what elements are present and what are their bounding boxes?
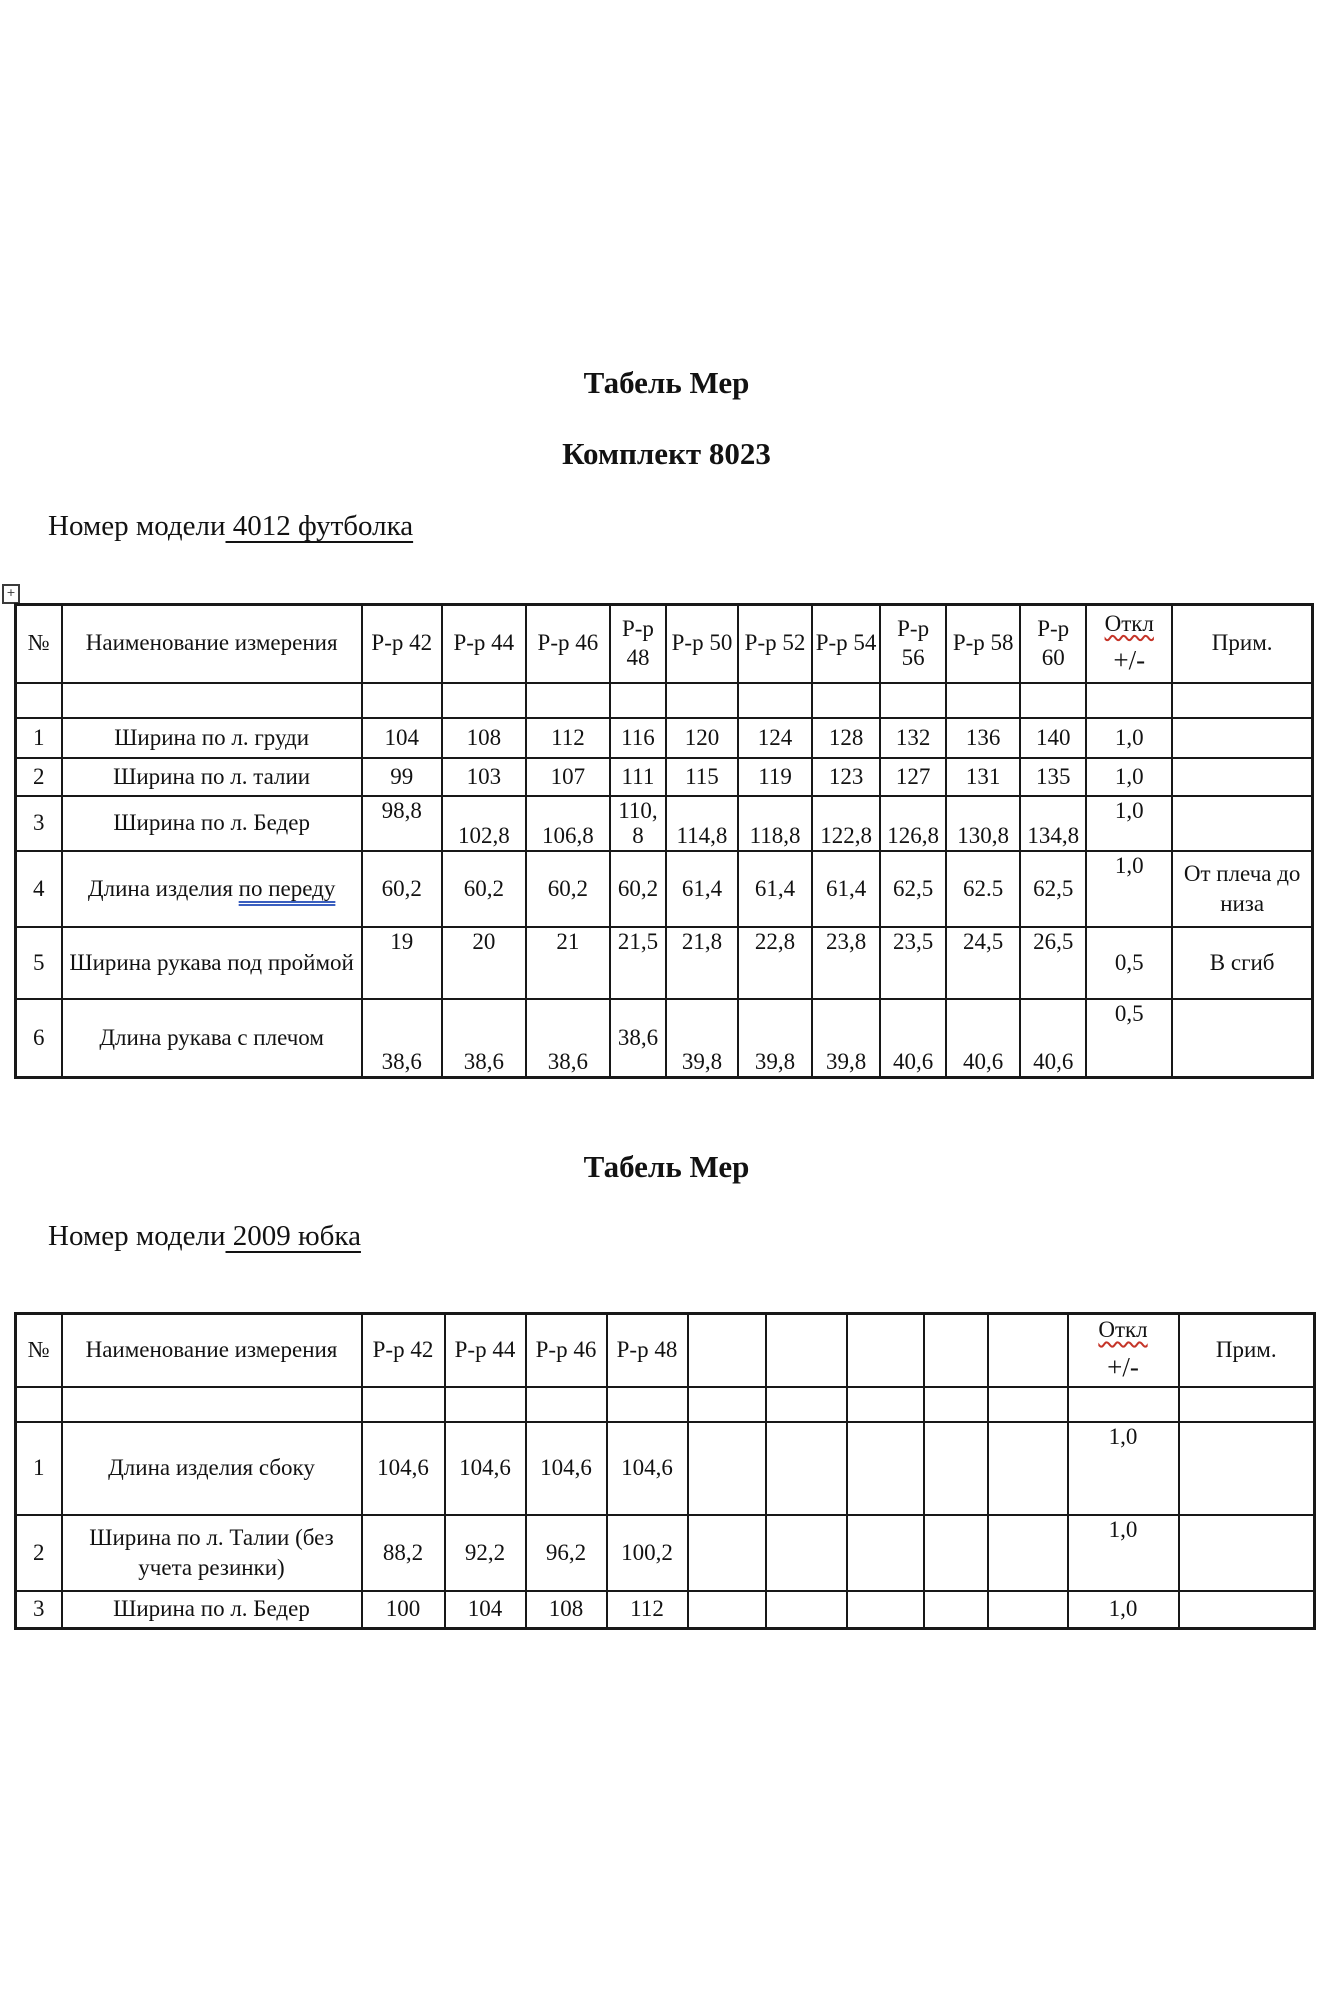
column-header-otkl [1068,1314,1179,1387]
empty-cell [924,1422,988,1515]
measurement-value: 127 [880,758,946,796]
empty-cell [610,683,666,718]
size-column-header: Р-р 42 [362,605,442,683]
note-cell [1172,758,1312,796]
empty-cell [362,683,442,718]
tolerance-value: 0,5 [1086,927,1172,999]
column-header-otkl [1086,605,1172,683]
empty-cell [988,1591,1068,1629]
size-column-header: Р-р 56 [880,605,946,683]
tolerance-value: 1,0 [1086,718,1172,758]
tolerance-value: 1,0 [1086,758,1172,796]
empty-cell [847,1387,924,1422]
measurement-name: Ширина по л. талии [62,758,362,796]
tolerance-value: 0,5 [1086,999,1172,1077]
row-number: 4 [16,851,62,927]
size-column-header: Р-р 48 [610,605,666,683]
empty-cell [847,1515,924,1591]
measurement-value: 98,8 [362,796,442,852]
empty-cell [1020,683,1086,718]
measurement-value: 60,2 [610,851,666,927]
measurement-value: 23,8 [812,927,880,999]
measurement-value: 104,6 [607,1422,688,1515]
measurement-name: Ширина по л. Бедер [62,796,362,852]
model-number-1: 4012 футболка [225,510,414,542]
row-number: 2 [16,1515,62,1591]
measurement-value: 119 [738,758,812,796]
size-column-header: Р-р 48 [607,1314,688,1387]
tolerance-value: 1,0 [1086,796,1172,852]
empty-cell [607,1387,688,1422]
measurement-value: 60,2 [362,851,442,927]
measurement-value: 40,6 [1020,999,1086,1077]
measurement-value: 118,8 [738,796,812,852]
grammar-marked-text: по переду [238,876,336,902]
empty-cell [880,683,946,718]
note-cell [1172,796,1312,852]
measurement-value: 61,4 [738,851,812,927]
measurement-value: 26,5 [1020,927,1086,999]
table-row [16,1591,1315,1629]
tolerance-value: 1,0 [1086,851,1172,927]
measurement-value: 62,5 [880,851,946,927]
empty-cell [924,1515,988,1591]
size-column-header: Р-р 46 [526,605,610,683]
model-line-2 [48,1220,361,1253]
measurement-name-text: Длина изделия [87,876,239,902]
tolerance-value: 1,0 [1068,1591,1179,1629]
table-row [16,796,1313,852]
otkl-label: Откл [1104,610,1154,636]
note-cell [1172,999,1312,1077]
measurement-value: 96,2 [526,1515,607,1591]
measurement-table-2 [14,1312,1316,1630]
page-title-2: Табель Мер [583,1149,750,1184]
tolerance-value: 1,0 [1068,1515,1179,1591]
measurement-value: 130,8 [946,796,1020,852]
measurement-value: 38,6 [442,999,526,1077]
empty-cell [688,1422,766,1515]
measurement-value: 21 [526,927,610,999]
column-header-name: Наименование измерения [62,1314,362,1387]
empty-cell [688,1591,766,1629]
table-row [16,851,1313,927]
model-label: Номер модели [48,1220,226,1252]
measurement-value: 112 [526,718,610,758]
empty-cell [766,1591,847,1629]
measurement-value: 126,8 [880,796,946,852]
empty-cell [1068,1387,1179,1422]
size-column-header: Р-р 52 [738,605,812,683]
measurement-value: 112 [607,1591,688,1629]
table2-header-row [16,1314,1315,1387]
measurement-value: 132 [880,718,946,758]
empty-column-header [924,1314,988,1387]
measurement-name: Ширина по л. груди [62,718,362,758]
measurement-value: 128 [812,718,880,758]
measurement-value: 39,8 [738,999,812,1077]
empty-cell [1179,1387,1315,1422]
measurement-name: Длина изделия сбоку [62,1422,362,1515]
measurement-value: 107 [526,758,610,796]
empty-column-header [688,1314,766,1387]
measurement-value: 104,6 [362,1422,445,1515]
row-number: 1 [16,718,62,758]
measurement-value: 23,5 [880,927,946,999]
empty-cell [442,683,526,718]
empty-cell [666,683,738,718]
empty-cell [924,1591,988,1629]
size-column-header: Р-р 42 [362,1314,445,1387]
empty-column-header [847,1314,924,1387]
measurement-name: Ширина по л. Бедер [62,1591,362,1629]
measurement-value: 115 [666,758,738,796]
measurement-value: 100,2 [607,1515,688,1591]
empty-cell [526,1387,607,1422]
measurement-value: 38,6 [610,999,666,1077]
tolerance-value: 1,0 [1068,1422,1179,1515]
empty-cell [16,1387,62,1422]
empty-cell [526,683,610,718]
spacer-row [16,683,1313,718]
row-number: 3 [16,796,62,852]
table-row [16,718,1313,758]
row-number: 1 [16,1422,62,1515]
measurement-value: 103 [442,758,526,796]
column-header-name: Наименование измерения [62,605,362,683]
note-cell: В сгиб [1172,927,1312,999]
measurement-value: 21,5 [610,927,666,999]
empty-cell [847,1591,924,1629]
measurement-value: 104,6 [526,1422,607,1515]
measurement-value: 40,6 [880,999,946,1077]
measurement-value: 99 [362,758,442,796]
table-move-handle-icon[interactable]: + [2,584,20,604]
measurement-value: 116 [610,718,666,758]
empty-column-header [988,1314,1068,1387]
measurement-value: 92,2 [445,1515,526,1591]
measurement-name: Длина рукава с плечом [62,999,362,1077]
empty-cell [62,683,362,718]
measurement-value: 88,2 [362,1515,445,1591]
empty-cell [924,1387,988,1422]
measurement-value: 20 [442,927,526,999]
table-row [16,999,1313,1077]
column-header-note: Прим. [1179,1314,1315,1387]
measurement-value: 136 [946,718,1020,758]
table-row [16,927,1313,999]
note-cell [1172,718,1312,758]
measurement-value: 22,8 [738,927,812,999]
empty-cell [16,683,62,718]
page-title: Табель Мер [583,365,750,400]
measurement-value: 122,8 [812,796,880,852]
column-header-num: № [16,1314,62,1387]
model-label: Номер модели [48,510,226,542]
measurement-value: 124 [738,718,812,758]
otkl-sub-label: +/- [1113,645,1146,676]
measurement-value: 24,5 [946,927,1020,999]
measurement-value: 104,6 [445,1422,526,1515]
measurement-value: 62.5 [946,851,1020,927]
measurement-value: 39,8 [812,999,880,1077]
model-number-2: 2009 юбка [225,1220,361,1252]
size-column-header: Р-р 46 [526,1314,607,1387]
empty-cell [62,1387,362,1422]
measurement-value: 114,8 [666,796,738,852]
measurement-value: 134,8 [1020,796,1086,852]
empty-cell [847,1422,924,1515]
note-cell [1179,1515,1315,1591]
empty-cell [1172,683,1312,718]
empty-cell [738,683,812,718]
measurement-value: 60,2 [526,851,610,927]
measurement-value: 106,8 [526,796,610,852]
measurement-value: 21,8 [666,927,738,999]
measurement-table-1 [14,603,1314,1079]
size-column-header: Р-р 44 [442,605,526,683]
note-cell [1179,1422,1315,1515]
size-column-header: Р-р 50 [666,605,738,683]
measurement-value: 60,2 [442,851,526,927]
measurement-value: 123 [812,758,880,796]
row-number: 5 [16,927,62,999]
otkl-label: Откл [1098,1317,1148,1342]
empty-cell [362,1387,445,1422]
measurement-name: Ширина рукава под проймой [62,927,362,999]
table1-header-row [16,605,1313,683]
measurement-value: 108 [442,718,526,758]
row-number: 3 [16,1591,62,1629]
empty-cell [688,1387,766,1422]
measurement-value: 38,6 [362,999,442,1077]
measurement-value: 108 [526,1591,607,1629]
measurement-value: 39,8 [666,999,738,1077]
spacer-row [16,1387,1315,1422]
empty-cell [445,1387,526,1422]
measurement-name [62,851,362,927]
table-row [16,1422,1315,1515]
empty-cell [766,1515,847,1591]
empty-cell [946,683,1020,718]
measurement-value: 38,6 [526,999,610,1077]
measurement-value: 110,8 [610,796,666,852]
note-cell [1179,1591,1315,1629]
measurement-value: 135 [1020,758,1086,796]
measurement-value: 61,4 [812,851,880,927]
empty-cell [988,1515,1068,1591]
empty-cell [988,1387,1068,1422]
table-row [16,1515,1315,1591]
empty-cell [812,683,880,718]
kit-subtitle: Комплект 8023 [562,436,771,471]
empty-cell [766,1387,847,1422]
model-line-1 [48,510,413,543]
column-header-note: Прим. [1172,605,1312,683]
measurement-value: 111 [610,758,666,796]
size-column-header: Р-р 58 [946,605,1020,683]
row-number: 6 [16,999,62,1077]
measurement-value: 140 [1020,718,1086,758]
column-header-num: № [16,605,62,683]
row-number: 2 [16,758,62,796]
measurement-value: 104 [445,1591,526,1629]
table-row [16,758,1313,796]
empty-cell [688,1515,766,1591]
otkl-sub-label: +/- [1107,1351,1139,1382]
measurement-value: 19 [362,927,442,999]
measurement-value: 131 [946,758,1020,796]
size-column-header: Р-р 54 [812,605,880,683]
measurement-value: 61,4 [666,851,738,927]
size-column-header: Р-р 60 [1020,605,1086,683]
measurement-value: 120 [666,718,738,758]
note-cell: От плеча до низа [1172,851,1312,927]
measurement-value: 104 [362,718,442,758]
empty-cell [766,1422,847,1515]
size-column-header: Р-р 44 [445,1314,526,1387]
measurement-value: 62,5 [1020,851,1086,927]
empty-cell [1086,683,1172,718]
measurement-name: Ширина по л. Талии (без учета резинки) [62,1515,362,1591]
empty-cell [988,1422,1068,1515]
measurement-value: 100 [362,1591,445,1629]
measurement-value: 40,6 [946,999,1020,1077]
empty-column-header [766,1314,847,1387]
measurement-value: 102,8 [442,796,526,852]
